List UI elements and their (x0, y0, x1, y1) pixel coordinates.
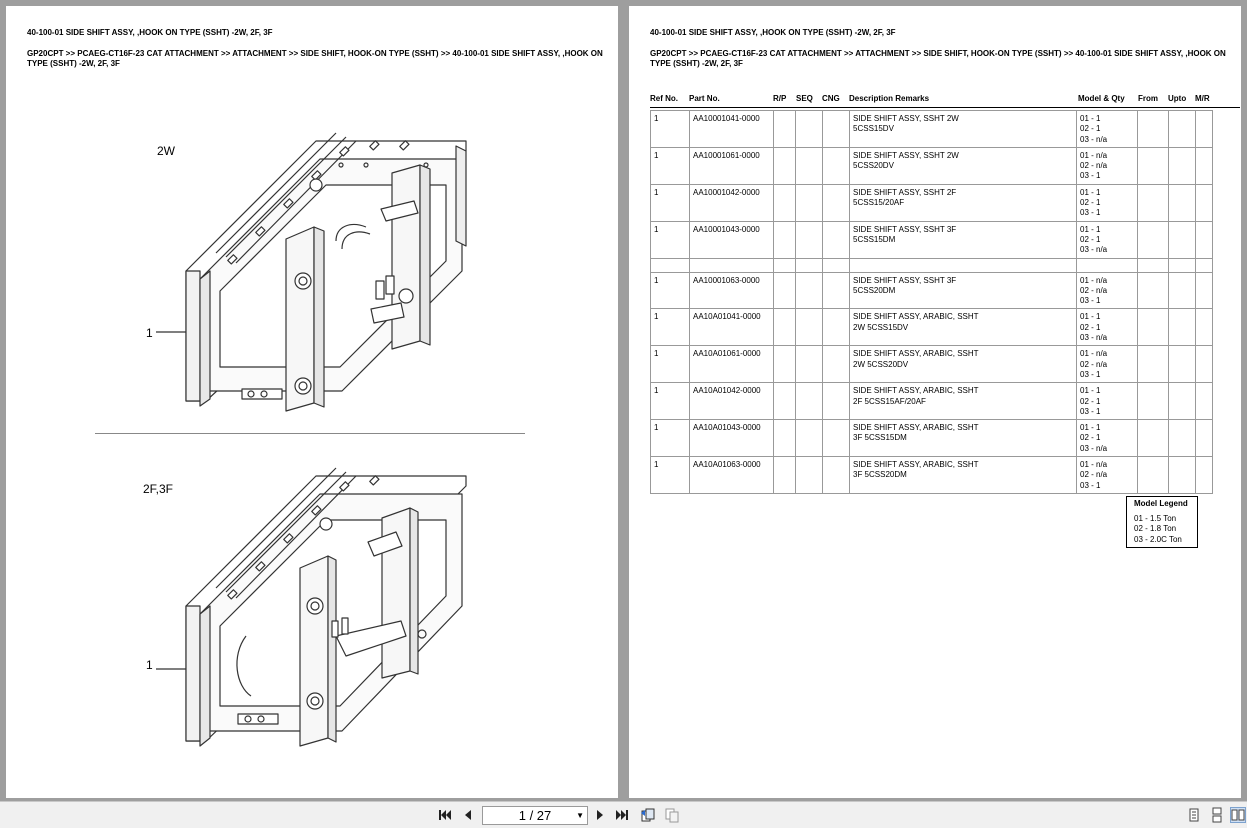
cell-ref: 1 (651, 383, 690, 420)
col-upto: Upto (1168, 94, 1187, 103)
cell-mr (1196, 346, 1213, 383)
cell-part: AA10A01043-0000 (690, 420, 774, 457)
cell-mr (1196, 258, 1213, 272)
page-title: 40-100-01 SIDE SHIFT ASSY, ,HOOK ON TYPE (SSHT) -2W, 2F, 3F (650, 28, 896, 37)
document-page-left (6, 6, 618, 798)
cell-cng (823, 184, 850, 221)
go-forward-view-icon[interactable] (664, 807, 680, 823)
cell-from (1138, 457, 1169, 494)
cell-rp (774, 258, 796, 272)
col-from: From (1138, 94, 1158, 103)
model-legend (1126, 496, 1198, 548)
cell-rp (774, 111, 796, 148)
cell-desc: SIDE SHIFT ASSY, ARABIC, SSHT 2W 5CSS15DV (850, 309, 1077, 346)
cell-seq (796, 457, 823, 494)
parts-table (650, 110, 1213, 494)
first-page-icon[interactable] (437, 807, 453, 823)
legend-item: 02 - 1.8 Ton (1134, 524, 1177, 533)
cell-cng (823, 346, 850, 383)
cell-mr (1196, 147, 1213, 184)
table-row (651, 309, 1213, 346)
cell-desc: SIDE SHIFT ASSY, SSHT 2W 5CSS15DV (850, 111, 1077, 148)
cell-from (1138, 184, 1169, 221)
cell-part: AA10A01042-0000 (690, 383, 774, 420)
cell-cng (823, 420, 850, 457)
col-mr: M/R (1195, 94, 1210, 103)
cell-mr (1196, 272, 1213, 309)
cell-ref: 1 (651, 309, 690, 346)
cell-part: AA10A01061-0000 (690, 346, 774, 383)
table-row (651, 272, 1213, 309)
cell-mq: 01 - 1 02 - 1 03 - n/a (1077, 309, 1138, 346)
cell-seq (796, 258, 823, 272)
cell-seq (796, 346, 823, 383)
cell-mq (1077, 258, 1138, 272)
cell-rp (774, 309, 796, 346)
cell-mq: 01 - n/a 02 - n/a 03 - 1 (1077, 457, 1138, 494)
cell-from (1138, 221, 1169, 258)
table-row (651, 258, 1213, 272)
facing-pages-view-icon[interactable] (1230, 807, 1246, 823)
cell-upto (1169, 111, 1196, 148)
section-divider (95, 433, 525, 434)
cell-from (1138, 258, 1169, 272)
callout-number: 1 (146, 326, 153, 340)
cell-part: AA10001063-0000 (690, 272, 774, 309)
cell-rp (774, 147, 796, 184)
cell-seq (796, 184, 823, 221)
cell-from (1138, 383, 1169, 420)
cell-ref: 1 (651, 184, 690, 221)
cell-from (1138, 420, 1169, 457)
cell-rp (774, 457, 796, 494)
cell-desc: SIDE SHIFT ASSY, SSHT 2W 5CSS20DV (850, 147, 1077, 184)
side-shift-2w-drawing (156, 121, 476, 421)
table-row (651, 383, 1213, 420)
cell-mr (1196, 111, 1213, 148)
cell-rp (774, 221, 796, 258)
cell-part: AA10A01063-0000 (690, 457, 774, 494)
col-part-no: Part No. (689, 94, 720, 103)
single-page-view-icon[interactable] (1186, 807, 1202, 823)
page-title: 40-100-01 SIDE SHIFT ASSY, ,HOOK ON TYPE (SSHT) -2W, 2F, 3F (27, 28, 273, 37)
variant-label-2w: 2W (157, 144, 175, 158)
cell-mq: 01 - n/a 02 - n/a 03 - 1 (1077, 272, 1138, 309)
col-seq: SEQ (796, 94, 813, 103)
cell-mq: 01 - 1 02 - 1 03 - n/a (1077, 111, 1138, 148)
page-number-select[interactable] (482, 806, 588, 825)
cell-desc: SIDE SHIFT ASSY, ARABIC, SSHT 3F 5CSS20DM (850, 457, 1077, 494)
cell-mr (1196, 457, 1213, 494)
cell-from (1138, 147, 1169, 184)
legend-title: Model Legend (1134, 499, 1188, 508)
cell-seq (796, 272, 823, 309)
cell-upto (1169, 457, 1196, 494)
cell-mq: 01 - n/a 02 - n/a 03 - 1 (1077, 346, 1138, 383)
cell-cng (823, 111, 850, 148)
table-row (651, 457, 1213, 494)
side-shift-2f-3f-drawing (156, 456, 476, 756)
col-description: Description Remarks (849, 94, 930, 103)
cell-ref: 1 (651, 420, 690, 457)
cell-part: AA10001041-0000 (690, 111, 774, 148)
table-row (651, 184, 1213, 221)
col-model-qty: Model & Qty (1078, 94, 1125, 103)
cell-ref: 1 (651, 272, 690, 309)
document-page-right (629, 6, 1241, 798)
cell-desc: SIDE SHIFT ASSY, SSHT 2F 5CSS15/20AF (850, 184, 1077, 221)
cell-rp (774, 420, 796, 457)
cell-rp (774, 184, 796, 221)
cell-mq: 01 - 1 02 - 1 03 - 1 (1077, 383, 1138, 420)
cell-from (1138, 346, 1169, 383)
cell-cng (823, 258, 850, 272)
cell-desc: SIDE SHIFT ASSY, SSHT 3F 5CSS15DM (850, 221, 1077, 258)
col-cng: CNG (822, 94, 840, 103)
cell-part (690, 258, 774, 272)
cell-desc: SIDE SHIFT ASSY, SSHT 3F 5CSS20DM (850, 272, 1077, 309)
cell-mr (1196, 309, 1213, 346)
cell-seq (796, 111, 823, 148)
chevron-down-icon: ▼ (576, 811, 584, 820)
prev-page-icon[interactable] (460, 807, 476, 823)
cell-ref: 1 (651, 457, 690, 494)
cell-part: AA10A01041-0000 (690, 309, 774, 346)
cell-upto (1169, 346, 1196, 383)
cell-ref (651, 258, 690, 272)
breadcrumb: GP20CPT >> PCAEG-CT16F-23 CAT ATTACHMENT >> ATTACHMENT >> SIDE SHIFT, HOOK-ON TYPE (SSHT) >> 40-100-01 SIDE SHIFT ASSY, ,HOOK ON TYPE (SSHT) -2W, 2F, 3F (27, 49, 603, 68)
cell-mr (1196, 184, 1213, 221)
cell-upto (1169, 184, 1196, 221)
cell-seq (796, 309, 823, 346)
cell-seq (796, 147, 823, 184)
col-rp: R/P (773, 94, 787, 103)
cell-upto (1169, 147, 1196, 184)
variant-label-2f-3f: 2F,3F (143, 482, 174, 496)
go-back-view-icon[interactable] (640, 807, 656, 823)
table-row (651, 111, 1213, 148)
col-ref-no: Ref No. (650, 94, 678, 103)
cell-upto (1169, 221, 1196, 258)
cell-cng (823, 221, 850, 258)
next-page-icon[interactable] (592, 807, 608, 823)
table-row (651, 420, 1213, 457)
cell-ref: 1 (651, 147, 690, 184)
cell-ref: 1 (651, 111, 690, 148)
viewer-toolbar (0, 801, 1247, 828)
cell-mq: 01 - 1 02 - 1 03 - 1 (1077, 184, 1138, 221)
cell-cng (823, 457, 850, 494)
cell-cng (823, 272, 850, 309)
cell-upto (1169, 272, 1196, 309)
cell-upto (1169, 309, 1196, 346)
cell-from (1138, 309, 1169, 346)
cell-mr (1196, 383, 1213, 420)
legend-item: 03 - 2.0C Ton (1134, 534, 1182, 544)
cell-cng (823, 309, 850, 346)
cell-part: AA10001061-0000 (690, 147, 774, 184)
cell-mq: 01 - 1 02 - 1 03 - n/a (1077, 221, 1138, 258)
table-row (651, 221, 1213, 258)
breadcrumb: GP20CPT >> PCAEG-CT16F-23 CAT ATTACHMENT >> ATTACHMENT >> SIDE SHIFT, HOOK-ON TYPE (SSHT) >> 40-100-01 SIDE SHIFT ASSY, ,HOOK ON TYPE (SSHT) -2W, 2F, 3F (650, 49, 1226, 68)
cell-from (1138, 272, 1169, 309)
cell-mq: 01 - n/a 02 - n/a 03 - 1 (1077, 147, 1138, 184)
cell-seq (796, 420, 823, 457)
cell-rp (774, 272, 796, 309)
cell-cng (823, 383, 850, 420)
cell-from (1138, 111, 1169, 148)
last-page-icon[interactable] (614, 807, 630, 823)
cell-seq (796, 221, 823, 258)
cell-part: AA10001042-0000 (690, 184, 774, 221)
table-row (651, 346, 1213, 383)
cell-seq (796, 383, 823, 420)
cell-ref: 1 (651, 346, 690, 383)
table-row (651, 147, 1213, 184)
cell-upto (1169, 420, 1196, 457)
cell-ref: 1 (651, 221, 690, 258)
cell-upto (1169, 383, 1196, 420)
legend-item: 01 - 1.5 Ton (1134, 513, 1177, 523)
continuous-view-icon[interactable] (1209, 807, 1225, 823)
cell-desc: SIDE SHIFT ASSY, ARABIC, SSHT 2W 5CSS20DV (850, 346, 1077, 383)
cell-mq: 01 - 1 02 - 1 03 - n/a (1077, 420, 1138, 457)
cell-desc: SIDE SHIFT ASSY, ARABIC, SSHT 2F 5CSS15AF/20AF (850, 383, 1077, 420)
cell-part: AA10001043-0000 (690, 221, 774, 258)
callout-number: 1 (146, 658, 153, 672)
cell-upto (1169, 258, 1196, 272)
page-indicator: 1 / 27 (518, 808, 552, 823)
cell-cng (823, 147, 850, 184)
cell-rp (774, 346, 796, 383)
cell-mr (1196, 221, 1213, 258)
parts-table-header (650, 94, 1240, 108)
cell-mr (1196, 420, 1213, 457)
cell-desc (850, 258, 1077, 272)
cell-desc: SIDE SHIFT ASSY, ARABIC, SSHT 3F 5CSS15DM (850, 420, 1077, 457)
cell-rp (774, 383, 796, 420)
